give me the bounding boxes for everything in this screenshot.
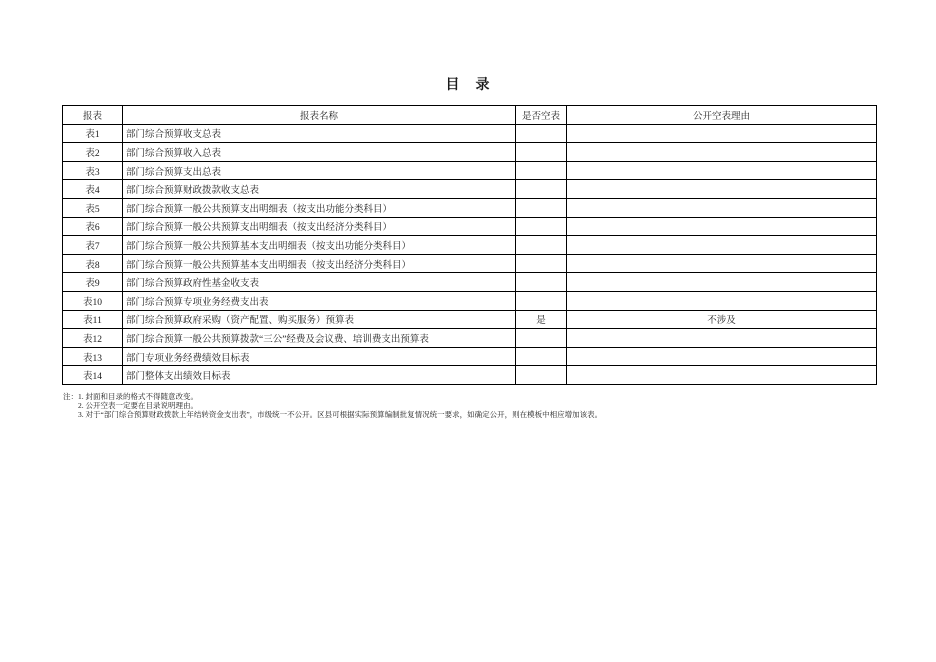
is-empty-cell xyxy=(516,143,567,162)
report-name-cell: 部门综合预算政府性基金收支表 xyxy=(123,273,516,292)
report-id-cell: 表13 xyxy=(63,347,123,366)
report-name-cell: 部门综合预算一般公共预算基本支出明细表（按支出功能分类科目） xyxy=(123,236,516,255)
column-header-report-id: 报表 xyxy=(63,106,123,125)
report-id-cell: 表7 xyxy=(63,236,123,255)
table-row xyxy=(63,124,877,143)
empty-reason-cell xyxy=(567,236,877,255)
table-row xyxy=(63,198,877,217)
empty-reason-cell xyxy=(567,217,877,236)
report-name-cell: 部门综合预算专项业务经费支出表 xyxy=(123,291,516,310)
is-empty-cell xyxy=(516,291,567,310)
table-row xyxy=(63,347,877,366)
table-row xyxy=(63,329,877,348)
is-empty-cell xyxy=(516,180,567,199)
report-name-cell: 部门综合预算财政拨款收支总表 xyxy=(123,180,516,199)
table-row xyxy=(63,273,877,292)
table-row xyxy=(63,180,877,199)
table-row xyxy=(63,161,877,180)
report-id-cell: 表3 xyxy=(63,161,123,180)
report-name-cell: 部门综合预算支出总表 xyxy=(123,161,516,180)
report-id-cell: 表8 xyxy=(63,254,123,273)
is-empty-cell xyxy=(516,217,567,236)
is-empty-cell xyxy=(516,124,567,143)
note-line: 3. 对于“部门综合预算财政拨款上年结转资金支出表”，市级统一不公开。区县可根据实际预算编制批复情况统一要求，如确定公开，则在模板中相应增加该表。 xyxy=(78,410,603,419)
report-id-cell: 表10 xyxy=(63,291,123,310)
is-empty-cell xyxy=(516,347,567,366)
empty-reason-cell xyxy=(567,180,877,199)
notes-label: 注： xyxy=(63,392,78,401)
report-id-cell: 表11 xyxy=(63,310,123,329)
report-name-cell: 部门综合预算收入总表 xyxy=(123,143,516,162)
report-name-cell: 部门综合预算一般公共预算拨款“三公”经费及会议费、培训费支出预算表 xyxy=(123,329,516,348)
report-name-cell: 部门综合预算一般公共预算基本支出明细表（按支出经济分类科目） xyxy=(123,254,516,273)
is-empty-cell xyxy=(516,254,567,273)
is-empty-cell xyxy=(516,273,567,292)
table-row xyxy=(63,236,877,255)
page-title: 目 录 xyxy=(445,78,491,93)
empty-reason-cell xyxy=(567,366,877,385)
is-empty-cell xyxy=(516,198,567,217)
empty-reason-cell xyxy=(567,347,877,366)
empty-reason-cell: 不涉及 xyxy=(567,310,877,329)
report-id-cell: 表9 xyxy=(63,273,123,292)
table-row xyxy=(63,254,877,273)
note-line: 1. 封面和目录的格式不得随意改变。 xyxy=(78,392,198,401)
is-empty-cell: 是 xyxy=(516,310,567,329)
report-name-cell: 部门综合预算政府采购（资产配置、购买服务）预算表 xyxy=(123,310,516,329)
column-header-empty-reason: 公开空表理由 xyxy=(567,106,877,125)
header-row xyxy=(63,106,877,125)
report-name-cell: 部门综合预算一般公共预算支出明细表（按支出经济分类科目） xyxy=(123,217,516,236)
report-id-cell: 表4 xyxy=(63,180,123,199)
empty-reason-cell xyxy=(567,124,877,143)
toc-table xyxy=(62,105,877,385)
empty-reason-cell xyxy=(567,198,877,217)
empty-reason-cell xyxy=(567,254,877,273)
table-row xyxy=(63,143,877,162)
report-id-cell: 表12 xyxy=(63,329,123,348)
empty-reason-cell xyxy=(567,291,877,310)
column-header-is-empty: 是否空表 xyxy=(516,106,567,125)
empty-reason-cell xyxy=(567,143,877,162)
report-name-cell: 部门综合预算一般公共预算支出明细表（按支出功能分类科目） xyxy=(123,198,516,217)
report-id-cell: 表6 xyxy=(63,217,123,236)
empty-reason-cell xyxy=(567,329,877,348)
report-name-cell: 部门综合预算收支总表 xyxy=(123,124,516,143)
empty-reason-cell xyxy=(567,273,877,292)
notes-block xyxy=(63,392,883,419)
report-id-cell: 表14 xyxy=(63,366,123,385)
is-empty-cell xyxy=(516,161,567,180)
table-row xyxy=(63,366,877,385)
report-id-cell: 表5 xyxy=(63,198,123,217)
empty-reason-cell xyxy=(567,161,877,180)
table-row xyxy=(63,310,877,329)
column-header-report-name: 报表名称 xyxy=(123,106,516,125)
table-row xyxy=(63,217,877,236)
notes-items xyxy=(78,392,883,419)
report-name-cell: 部门整体支出绩效目标表 xyxy=(123,366,516,385)
is-empty-cell xyxy=(516,366,567,385)
report-id-cell: 表2 xyxy=(63,143,123,162)
report-id-cell: 表1 xyxy=(63,124,123,143)
toc-table-header xyxy=(63,106,877,125)
is-empty-cell xyxy=(516,329,567,348)
table-row xyxy=(63,291,877,310)
note-line: 2. 公开空表一定要在目录说明理由。 xyxy=(78,401,198,410)
is-empty-cell xyxy=(516,236,567,255)
report-name-cell: 部门专项业务经费绩效目标表 xyxy=(123,347,516,366)
toc-table-body xyxy=(63,124,877,384)
